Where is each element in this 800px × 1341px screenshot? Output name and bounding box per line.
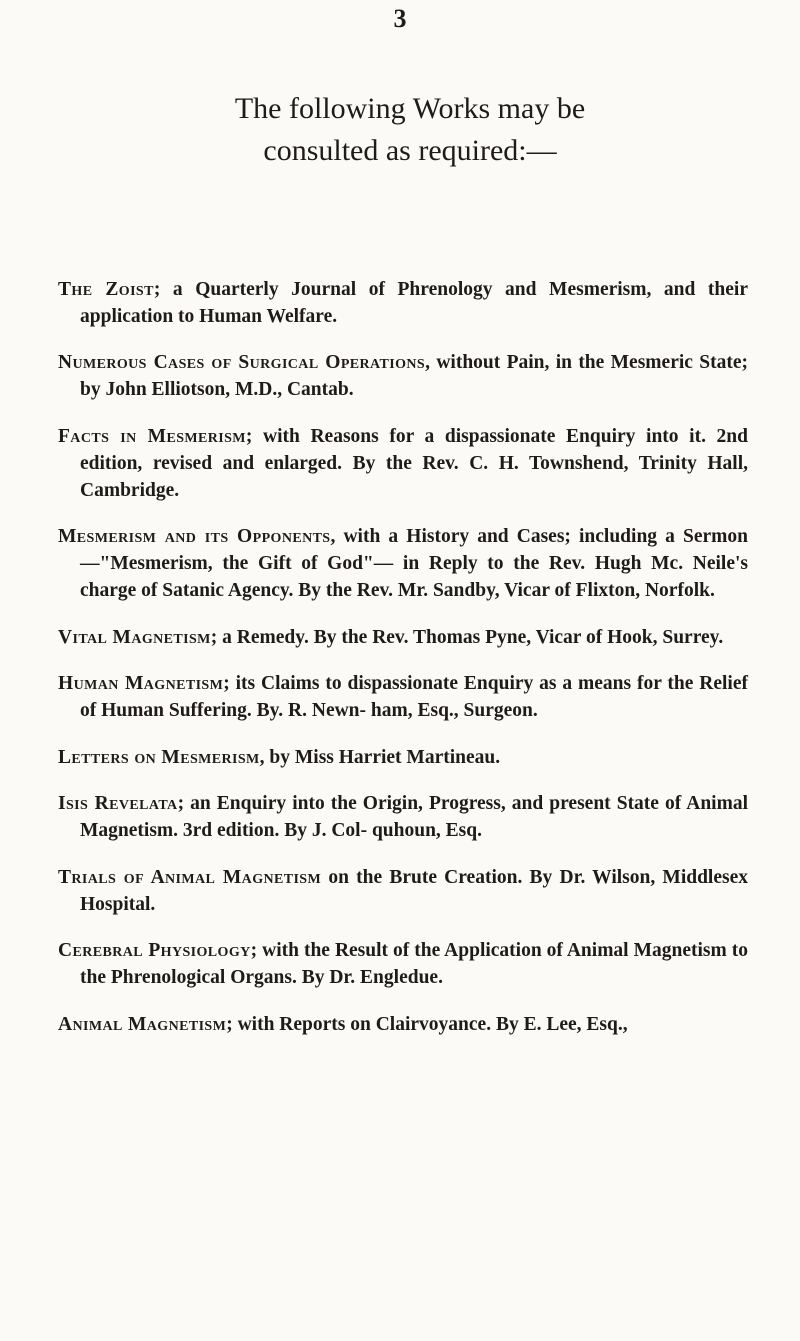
list-item	[58, 790, 748, 844]
entry-title: Facts in Mesmerism	[58, 425, 246, 447]
list-item	[58, 523, 748, 604]
entry-title: Numerous Cases of Surgical Operations	[58, 352, 426, 373]
entry-text: , by Miss Harriet Martineau.	[259, 746, 501, 768]
entry-text: ; with Reports on Clairvoyance. By E. Lee, Esq.,	[226, 1013, 628, 1035]
page-number: 3	[393, 4, 407, 33]
list-item	[58, 423, 748, 504]
entry-title: Letters on Mesmerism	[58, 746, 260, 768]
entry-title: Trials of Animal Magnetism	[58, 866, 322, 888]
entry-text: ; a Quarterly Journal of Phrenology and Mesmerism, and their application to Human Welfare.	[80, 278, 748, 327]
entry-text: ; a Remedy. By the Rev. Thomas Pyne, Vicar of Hook, Surrey.	[210, 626, 724, 648]
list-item	[58, 670, 748, 724]
entry-title: Human Magnetism	[58, 673, 224, 694]
entry-text: ; with Reasons for a dispassionate Enquiry into it. 2nd edition, revised and enlarged. By the Rev. C. H. Townshend, Trinity Hall, Cambridge.	[80, 425, 748, 501]
list-item	[58, 744, 748, 771]
entry-title: Animal Magnetism	[58, 1013, 227, 1035]
list-item	[58, 937, 748, 991]
entry-text: , with a History and Cases; including a Sermon—"Mesmerism, the Gift of God"— in Reply to the Rev. Hugh Mc. Neile's charge of Satanic Agency. By the Rev. Mr. Sandby, Vicar of Flixton, Norfolk.	[80, 526, 748, 601]
entry-title: Cerebral Physiology	[58, 940, 251, 961]
entry-text: ; its Claims to dispassionate Enquiry as a means for the Relief of Human Suffering. By. R. Newn- ham, Esq., Surgeon.	[80, 673, 748, 721]
list-item	[58, 349, 748, 403]
list-item	[58, 624, 748, 651]
works-list	[58, 256, 748, 1048]
entry-text: ; with the Result of the Application of Animal Magnetism to the Phrenological Organs. By Dr. Engledue.	[80, 940, 748, 988]
page-heading: The following Works may be consulted as required:—	[234, 92, 586, 167]
list-item	[58, 276, 748, 330]
entry-title: The Zoist	[58, 278, 154, 300]
entry-title: Mesmerism and its Opponents	[58, 526, 331, 547]
entry-text: , without Pain, in the Mesmeric State; by John Elliotson, M.D., Cantab.	[80, 352, 748, 400]
entry-text: on the Brute Creation. By Dr. Wilson, Middlesex Hospital.	[80, 866, 749, 915]
list-item	[58, 1011, 748, 1038]
entry-title: Vital Magnetism	[58, 626, 211, 648]
entry-title: Isis Revelata	[58, 793, 178, 814]
entry-text: ; an Enquiry into the Origin, Progress, and present State of Animal Magnetism. 3rd edition. By J. Col- quhoun, Esq.	[80, 793, 748, 841]
list-item	[58, 864, 748, 918]
